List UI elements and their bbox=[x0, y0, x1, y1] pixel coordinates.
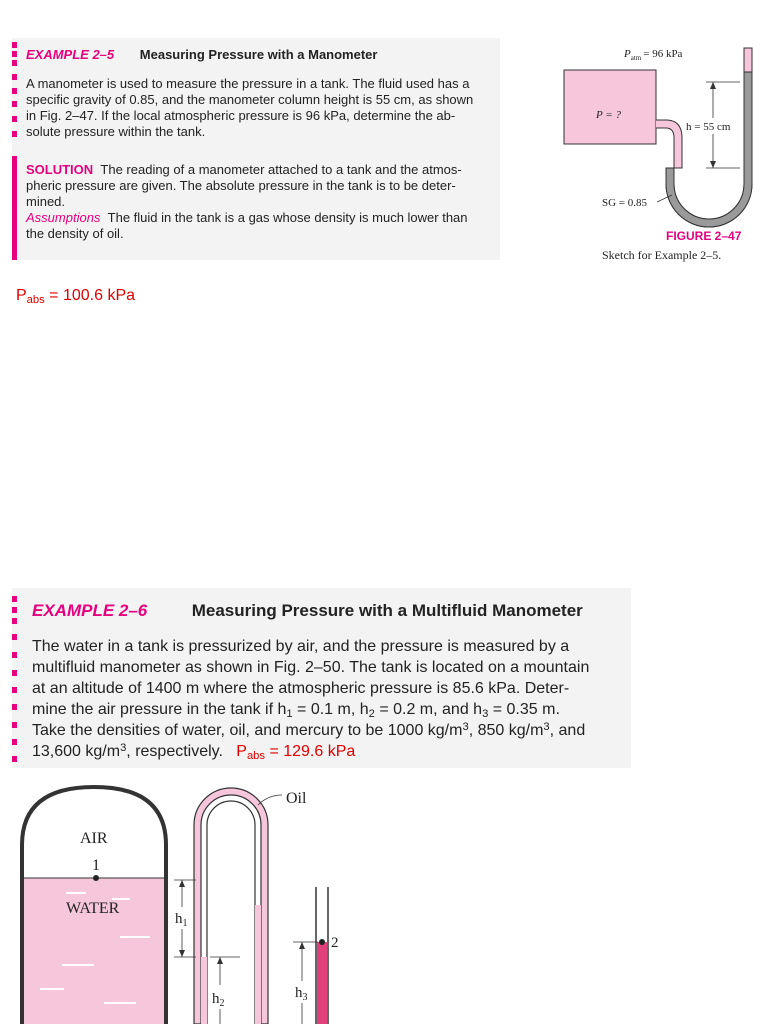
example-header bbox=[26, 47, 496, 63]
example-title: Measuring Pressure with a Multifluid Manometer bbox=[191, 601, 583, 620]
problem-line: solute pressure within the tank. bbox=[26, 124, 206, 139]
solution-bar bbox=[12, 156, 17, 260]
assumptions-label: Assumptions bbox=[26, 210, 101, 225]
example-label: EXAMPLE 2–5 bbox=[26, 47, 115, 62]
assumptions-line: The fluid in the tank is a gas whose density is much lower than bbox=[107, 210, 468, 225]
air-label: AIR bbox=[80, 830, 108, 847]
oil-label: Oil bbox=[286, 790, 307, 807]
problem-line: The water in a tank is pressurized by air, and the pressure is measured by a bbox=[32, 638, 570, 655]
bullet-strip bbox=[12, 588, 17, 768]
problem-text bbox=[32, 636, 628, 762]
tank-pressure-label: P = ? bbox=[596, 109, 621, 121]
problem-line: multifluid manometer as shown in Fig. 2–50. The tank is located on a mountain bbox=[32, 659, 590, 676]
problem-text bbox=[26, 76, 492, 140]
h-label: h = 55 cm bbox=[686, 121, 731, 133]
problem-line: A manometer is used to measure the pressure in a tank. The fluid used has a bbox=[26, 76, 470, 91]
h3-label: $h_3$ bbox=[295, 985, 308, 1003]
tank bbox=[564, 70, 656, 144]
patm-label: $P_{atm} = 96$ kPa bbox=[624, 48, 683, 62]
example-header bbox=[32, 600, 628, 622]
answer-example-2-5: $P_{abs} = 100.6$ kPa bbox=[16, 287, 136, 306]
solution-label: SOLUTION bbox=[26, 162, 94, 177]
solution-text bbox=[26, 162, 492, 242]
example-2-5-box bbox=[12, 38, 500, 260]
problem-line: at an altitude of 1400 m where the atmospheric pressure is 85.6 kPa. Deter- bbox=[32, 680, 570, 697]
example-label: EXAMPLE 2–6 bbox=[32, 601, 148, 620]
example-title: Measuring Pressure with a Manometer bbox=[139, 47, 378, 62]
solution-line: The reading of a manometer attached to a tank and the atmos- bbox=[100, 162, 462, 177]
water-label: WATER bbox=[66, 900, 120, 917]
manometer-figure bbox=[520, 30, 768, 275]
sg-label: SG = 0.85 bbox=[602, 197, 648, 209]
problem-line: 13,600 $kg/m^3$, respectively. $P_{abs} = 129.6$ kPa bbox=[32, 741, 356, 762]
h1-label: $h_1$ bbox=[175, 911, 188, 929]
problem-line: Take the densities of water, oil, and mercury to be 1000 $kg/m^3$, 850 $kg/m^3$, and bbox=[32, 720, 586, 739]
h2-label: $h_2$ bbox=[212, 991, 225, 1009]
problem-line: mine the air pressure in the tank if $h_1 = 0.1$ m, $h_2 = 0.2$ m, and $h_3 = 0.35$ m. bbox=[32, 701, 560, 720]
assumptions-line: the density of oil. bbox=[26, 226, 124, 241]
point-1-label: 1 bbox=[92, 857, 100, 874]
problem-line: in Fig. 2–47. If the local atmospheric pressure is 96 kPa, determine the ab- bbox=[26, 108, 456, 123]
example-2-6-box bbox=[12, 588, 631, 768]
point-2-marker bbox=[319, 939, 325, 945]
figure-label: FIGURE 2–47 bbox=[666, 229, 742, 243]
solution-line: pheric pressure are given. The absolute pressure in the tank is to be deter- bbox=[26, 178, 456, 193]
mercury-column bbox=[317, 942, 327, 1024]
point-1-marker bbox=[93, 875, 99, 881]
connector-tube bbox=[656, 120, 682, 168]
problem-line: specific gravity of 0.85, and the manometer column height is 55 cm, as shown bbox=[26, 92, 474, 107]
solution-line: mined. bbox=[26, 194, 66, 209]
figure-caption: Sketch for Example 2–5. bbox=[602, 248, 722, 262]
multifluid-manometer-figure bbox=[0, 775, 420, 1024]
answer-example-2-6: $P_{abs} = 129.6$ kPa bbox=[236, 743, 356, 762]
point-2-label: 2 bbox=[331, 935, 339, 951]
water-left-leg bbox=[201, 957, 207, 1024]
